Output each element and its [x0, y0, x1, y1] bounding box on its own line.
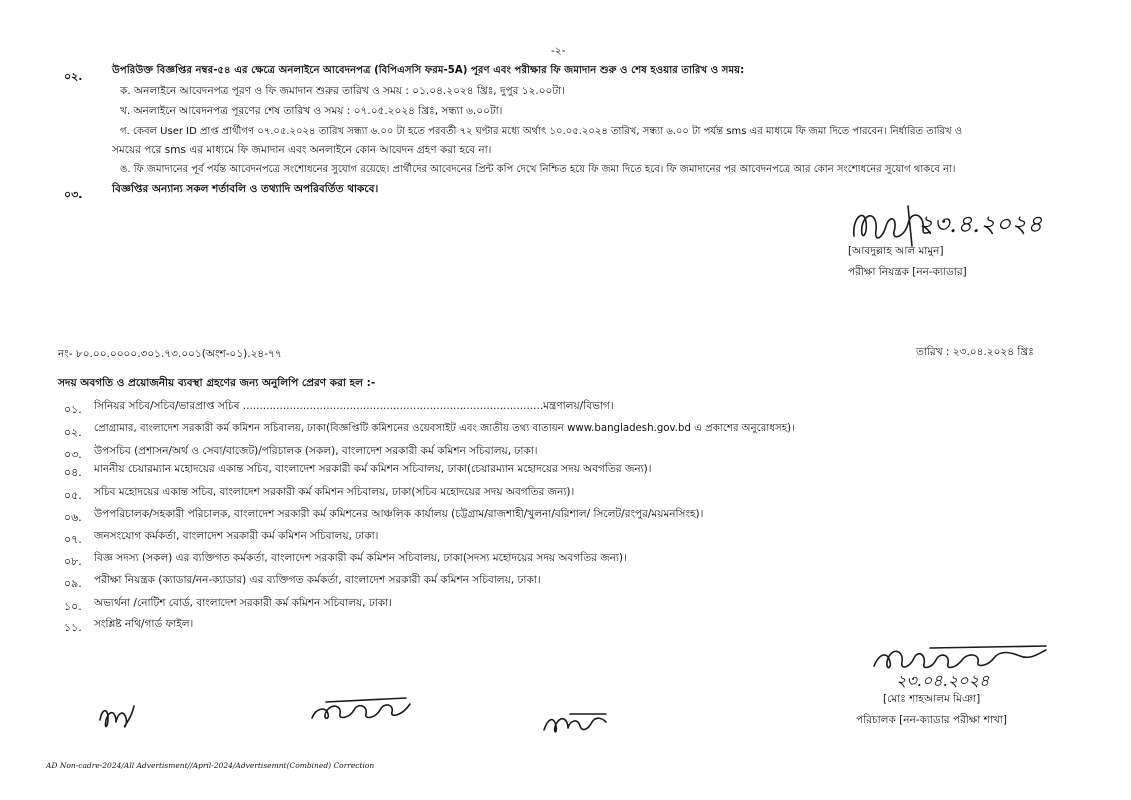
list-item-text: পরীক্ষা নিয়ন্ত্রক (ক্যাডার/নন-ক্যাডার) এর ব্যক্তিগত কর্মকর্তা, বাংলাদেশ সরকারী কর্ম কমিশন সচিবালয়, ঢাকা।: [94, 574, 541, 586]
signatory-name: [আবদুল্লাহ আল মামুন]: [848, 245, 944, 257]
list-item-number: ১১.: [64, 621, 82, 634]
schedule-item: খ. অনলাইনে আবেদনপত্র পূরণের শেষ তারিখ ও সময় : ০৭.০৫.২০২৪ খ্রিঃ, সন্ধ্যা ৬.০০টা।: [120, 105, 503, 117]
signature-date-handwritten: ২৩.৪.২০২৪: [918, 210, 1043, 238]
footer-reference: AD Non-cadre-2024/All Advertisment//April-2024/Advertisemnt(Combined) Correction: [46, 761, 375, 770]
section-number: ০৩.: [64, 188, 83, 201]
list-item-text: উপসচিব (প্রশাসন/অর্থ ও সেবা/বাজেট)/পরিচালক (সকল), বাংলাদেশ সরকারী কর্ম কমিশন সচিবালয়, ঢাকা।: [94, 445, 538, 457]
signatory-designation: পরীক্ষা নিয়ন্ত্রক [নন-ক্যাডার]: [848, 266, 967, 278]
list-item-text: প্রোগ্রামার, বাংলাদেশ সরকারী কর্ম কমিশন সচিবালয়, ঢাকা(বিজ্ঞপ্তিটি কমিশনের ওয়েবসাইট এবং জাতীয় তথ্য বাতায়ন www.bangladesh.gov.bd এ প্রকাশের অনুরোধসহ)।: [94, 423, 795, 434]
signatory-name: [মোঃ শাহআলম মিঞা]: [883, 693, 981, 705]
list-item-text: সংশ্লিষ্ট নথি/গার্ড ফাইল।: [94, 618, 194, 630]
list-item-number: ১০.: [64, 600, 82, 613]
schedule-item: ক. অনলাইনে আবেদনপত্র পূরণ ও ফি জমাদান শুরুর তারিখ ও সময় : ০১.০৪.২০২৪ খ্রিঃ, দুপুর ১২.০০টা।: [120, 85, 565, 97]
schedule-item-continued: সময়ের পরে sms এর মাধ্যমে ফি জমাদান এবং অনলাইনে কোন আবেদন গ্রহণ করা হবে না।: [112, 144, 492, 156]
section-heading: উপরিউক্ত বিজ্ঞপ্তির নম্বর-৫৪ এর ক্ষেত্রে অনলাইনে আবেদনপত্র (বিপিএসসি ফরম-5A) পূরণ এবং পরীক্ষার ফি জমাদান শুরু ও শেষ হওয়ার তারিখ ও সময়:: [112, 65, 745, 76]
list-item-text: উপপরিচালক/সহকারী পরিচালক, বাংলাদেশ সরকারী কর্ম কমিশনের আঞ্চলিক কার্যালয় (চট্টগ্রাম/রাজশাহী/খুলনা/বরিশাল/ সিলেট/রংপুর/ময়মনসিংহ)।: [94, 508, 704, 520]
section-number: ০২.: [64, 70, 83, 83]
initials-scribble: [306, 690, 416, 726]
list-item-text: মাননীয় চেয়ারম্যান মহোদয়ের একান্ত সচিব, বাংলাদেশ সরকারী কর্ম কমিশন সচিবালয়, ঢাকা(চেয়ারম্যান মহোদয়ের সদয় অবগতির জন্য)।: [94, 463, 652, 475]
list-item-text: জনসংযোগ কর্মকর্তা, বাংলাদেশ সরকারী কর্ম কমিশন সচিবালয়, ঢাকা।: [94, 530, 379, 542]
list-item-text: অভ্যর্থনা /নোটিশ বোর্ড, বাংলাদেশ সরকারী কর্ম কমিশন সচিবালয়, ঢাকা।: [94, 597, 392, 609]
list-item-number: ০৩.: [64, 448, 82, 461]
page-number: -২-: [551, 45, 566, 57]
initials-scribble: [540, 708, 610, 738]
memo-date: তারিখ : ২৩.০৪.২০২৪ খ্রিঃ: [916, 346, 1034, 358]
list-item-number: ০৬.: [64, 511, 82, 524]
list-item-number: ০২.: [64, 426, 82, 439]
list-item-text: বিজ্ঞ সদস্য (সকল) এর ব্যক্তিগত কর্মকর্তা, বাংলাদেশ সরকারী কর্ম কমিশন সচিবালয়, ঢাকা(সদস্য মহোদয়ের সদয় অবগতির জন্য)।: [94, 552, 627, 564]
memo-number: নং- ৮০.০০.০০০০.৩০১.৭৩.০০১(অংশ-০১).২৪-৭৭: [58, 348, 282, 360]
list-item-number: ০৮.: [64, 555, 82, 568]
list-item-number: ০৯.: [64, 577, 82, 590]
list-item-number: ০১.: [64, 403, 82, 416]
section-text: বিজ্ঞপ্তির অন্যান্য সকল শর্তাবলি ও তথ্যাদি অপরিবর্তিত থাকবে।: [112, 183, 379, 195]
list-item-number: ০৭.: [64, 533, 82, 546]
list-item-number: ০৫.: [64, 489, 82, 502]
signatory-designation: পরিচালক [নন-ক্যাডার পরীক্ষা শাখা]: [856, 714, 1007, 726]
list-item-text: সিনিয়র সচিব/সচিব/ভারপ্রাপ্ত সচিব ..........................................................................................মন্ত্রণালয়/বিভাগ।: [94, 400, 614, 412]
initials-scribble: [96, 700, 136, 734]
signature-date-handwritten: ২৩.০৪.২০২৪: [896, 671, 990, 690]
list-item-text: সচিব মহোদয়ের একান্ত সচিব, বাংলাদেশ সরকারী কর্ম কমিশন সচিবালয়, ঢাকা(সচিব মহোদয়ের সদয় অবগতির জন্য)।: [94, 486, 575, 498]
schedule-item: ঙ. ফি জমাদানের পূর্ব পর্যন্ত আবেদনপত্রে সংশোধনের সুযোগ রয়েছে। প্রার্থীদের আবেদনের প্রিন্ট কপি দেখে নিশ্চিত হয়ে ফি জমা দিতে হবে। ফি জমাদানের পর আবেদনপত্রে আর কোন সংশোধনের সুযোগ থাকবে না।: [120, 164, 956, 175]
schedule-item: গ. কেবল User ID প্রাপ্ত প্রার্থীগণ ০৭.০৫.২০২৪ তারিখ সন্ধ্যা ৬.০০ টা হতে পরবর্তী ৭২ ঘণ্টার মধ্যে অর্থাৎ ১০.০৫.২০২৪ তারিখ, সন্ধ্যা ৬.০০ টা পর্যন্ত sms এর মাধ্যমে ফি জমা দিতে পারবেন। নির্ধারিত তারিখ ও: [120, 126, 963, 137]
copy-heading: সদয় অবগতি ও প্রয়োজনীয় ব্যবস্থা গ্রহণের জন্য অনুলিপি প্রেরণ করা হল :-: [58, 377, 376, 389]
list-item-number: ০৪.: [64, 466, 82, 479]
